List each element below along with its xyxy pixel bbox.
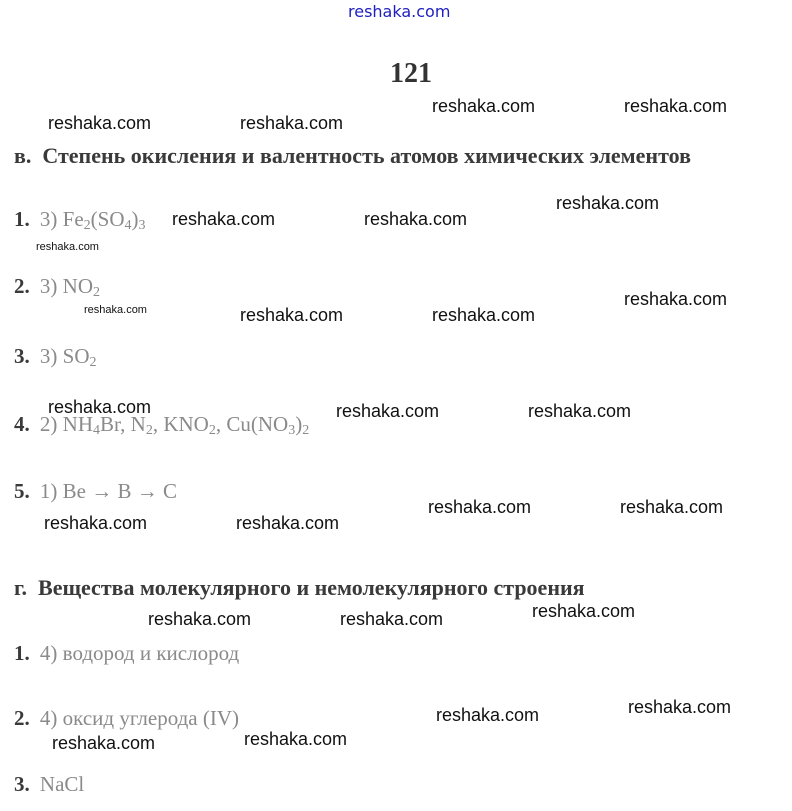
watermark: reshaka.com bbox=[428, 497, 532, 517]
watermark: reshaka.com bbox=[84, 304, 147, 316]
item-answer: NaCl bbox=[39, 772, 85, 796]
answer-row bbox=[14, 344, 97, 371]
watermark: reshaka.com bbox=[44, 513, 148, 533]
item-number: 2. bbox=[14, 274, 30, 298]
item-answer: 3) $SO_2$ bbox=[39, 344, 97, 370]
site-header[interactable]: reshaka.com bbox=[348, 2, 451, 21]
item-number: 4. bbox=[14, 412, 30, 436]
section-v-heading bbox=[14, 143, 691, 169]
watermark: reshaka.com bbox=[52, 733, 156, 753]
item-answer: 2) $NH_4Br$, $N_2$, $KNO_2$, $Cu(NO_3)_2$ bbox=[39, 412, 310, 438]
item-answer: 4) оксид углерода (IV) bbox=[39, 706, 239, 730]
item-number: 1. bbox=[14, 641, 30, 665]
watermark: reshaka.com bbox=[148, 609, 252, 629]
watermark: reshaka.com bbox=[528, 401, 632, 421]
item-answer: 3) $NO_2$ bbox=[39, 274, 101, 300]
watermark: reshaka.com bbox=[172, 209, 276, 229]
watermark: reshaka.com bbox=[340, 609, 444, 629]
answer-row bbox=[14, 772, 84, 797]
watermark: reshaka.com bbox=[624, 96, 728, 116]
watermark: reshaka.com bbox=[620, 497, 724, 517]
item-answer: 3) $Fe_2(SO_4)_3$ bbox=[39, 207, 146, 233]
section-marker: г. bbox=[14, 575, 28, 600]
watermark: reshaka.com bbox=[36, 241, 99, 253]
watermark: reshaka.com bbox=[240, 305, 344, 325]
watermark: reshaka.com bbox=[436, 705, 540, 725]
watermark: reshaka.com bbox=[48, 397, 152, 417]
watermark: reshaka.com bbox=[432, 305, 536, 325]
item-number: 3. bbox=[14, 772, 30, 796]
answer-row bbox=[14, 274, 100, 301]
answer-row bbox=[14, 479, 177, 504]
watermark: reshaka.com bbox=[432, 96, 536, 116]
watermark: reshaka.com bbox=[244, 729, 348, 749]
item-number: 5. bbox=[14, 479, 30, 503]
answer-row bbox=[14, 641, 239, 666]
watermark: reshaka.com bbox=[236, 513, 340, 533]
watermark: reshaka.com bbox=[556, 193, 660, 213]
watermark: reshaka.com bbox=[48, 113, 152, 133]
item-number: 1. bbox=[14, 207, 30, 231]
section-title: Степень окисления и валентность атомов химических элементов bbox=[42, 143, 691, 168]
watermark: reshaka.com bbox=[624, 289, 728, 309]
watermark: reshaka.com bbox=[628, 697, 732, 717]
item-answer: 1) Be → B → C bbox=[39, 479, 178, 503]
watermark: reshaka.com bbox=[364, 209, 468, 229]
item-answer: 4) водород и кислород bbox=[39, 641, 240, 665]
answer-row bbox=[14, 706, 239, 731]
section-g-heading bbox=[14, 575, 585, 601]
page-number: 121 bbox=[390, 58, 432, 89]
watermark: reshaka.com bbox=[240, 113, 344, 133]
answer-row bbox=[14, 207, 146, 234]
section-title: Вещества молекулярного и немолекулярного строения bbox=[38, 575, 585, 600]
watermark: reshaka.com bbox=[336, 401, 440, 421]
item-number: 2. bbox=[14, 706, 30, 730]
section-marker: в. bbox=[14, 143, 32, 168]
item-number: 3. bbox=[14, 344, 30, 368]
watermark: reshaka.com bbox=[532, 601, 636, 621]
